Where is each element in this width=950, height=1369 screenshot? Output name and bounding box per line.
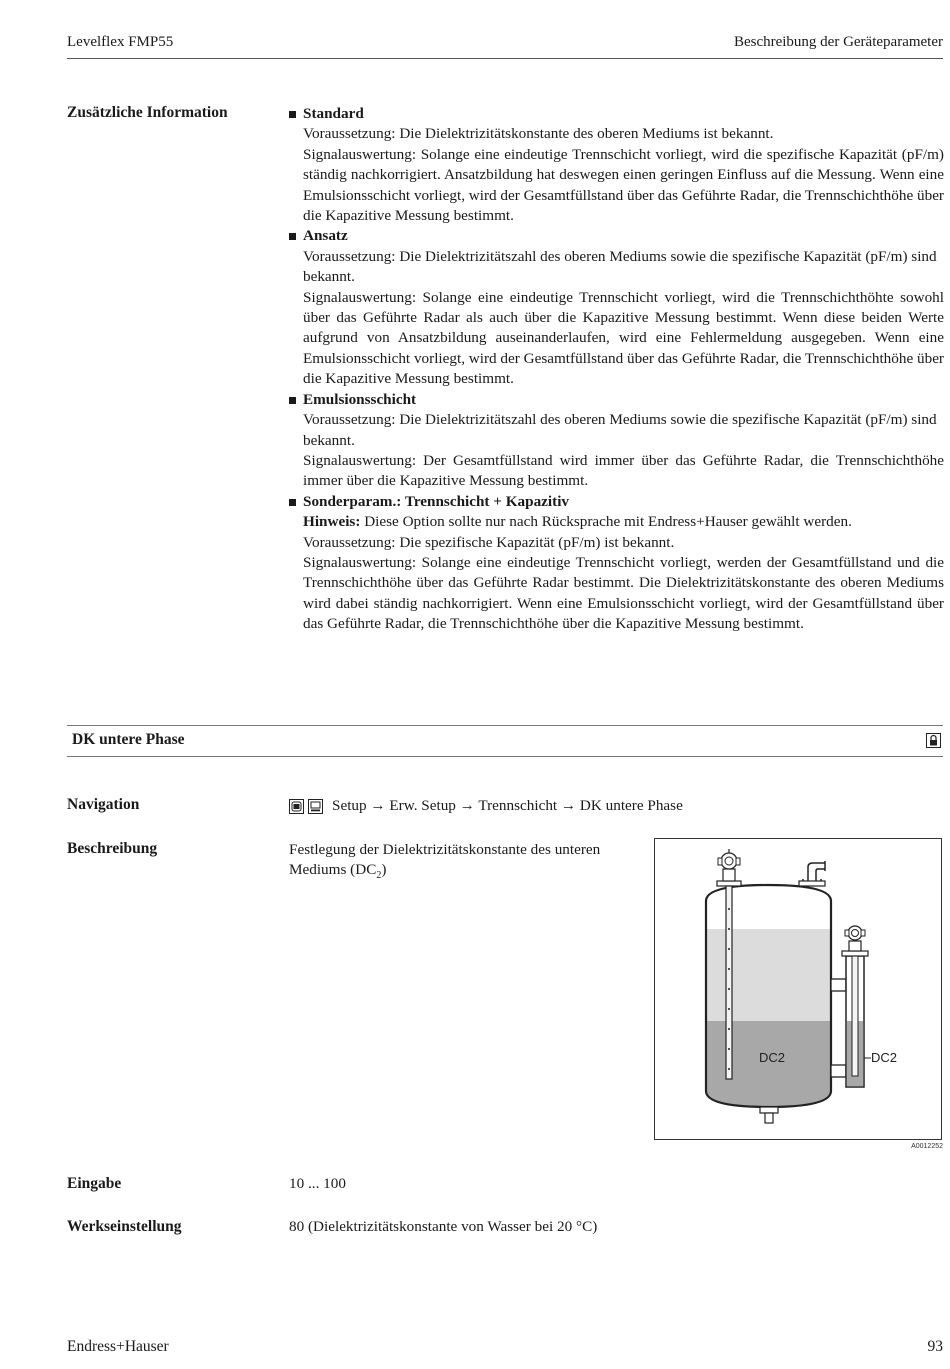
- label-description: Beschreibung: [67, 840, 158, 857]
- navigation-path-row: [289, 797, 683, 815]
- hint-label: Hinweis:: [303, 513, 361, 531]
- option-standard: [289, 104, 944, 226]
- header-chapter: Beschreibung der Geräteparameter: [733, 34, 943, 50]
- factory-setting-value: 80 (Dielektrizitätskonstante von Wasser bei 20 °C): [289, 1218, 598, 1235]
- label-factory-setting: Werkseinstellung: [67, 1218, 182, 1235]
- section-rule-top: [67, 725, 943, 726]
- description-subscript: 2: [376, 870, 382, 882]
- option-title: Ansatz: [303, 227, 348, 245]
- option-evaluation: Signalauswertung: Solange eine eindeutige Trennschicht vorliegt, wird die spezifische Kapazität (pF/m) ständig nachkorrigiert. Ansatzbildung hat deswegen einen geringen Einfluss auf die Messung. Wenn eine Emulsionsschicht vorliegt, wird der Gesamtfüllstand über das Geführte Radar, die Trennschichthöhe über die Kapazitive Messung bestimmt.: [303, 145, 944, 225]
- footer-company: Endress+Hauser: [67, 1338, 169, 1355]
- option-hint: [303, 512, 944, 532]
- navigation-path: Setup → Erw. Setup → Trennschicht → DK untere Phase: [332, 797, 683, 814]
- bullet-icon: [289, 233, 296, 240]
- label-additional-info: Zusätzliche Information: [67, 104, 228, 121]
- option-evaluation: Signalauswertung: Solange eine eindeutige Trennschicht vorliegt, werden der Gesamtfüllstand und die Trennschichthöhe über das Geführte Radar bestimmt. Die Dielektrizitätskonstante des oberen Mediums wird dabei ständig nachkorrigiert. Wenn eine Emulsionsschicht vorliegt, wird der Gesamtfüllstand über das Geführte Radar, die Trennschichthöhe über die Kapazitive Messung bestimmt.: [303, 553, 944, 633]
- option-prerequisite: Voraussetzung: Die spezifische Kapazität (pF/m) ist bekannt.: [303, 533, 675, 551]
- label-input: Eingabe: [67, 1175, 122, 1192]
- option-emulsion: [289, 390, 944, 492]
- figure-code: A0012252: [911, 1143, 943, 1150]
- label-dc2-tank: DC2: [759, 1050, 786, 1065]
- tank-figure: [654, 838, 942, 1140]
- hint-text: Diese Option sollte nur nach Rücksprache mit Endress+Hauser gewählt werden.: [360, 513, 852, 531]
- option-prerequisite: Voraussetzung: Die Dielektrizitätskonstante des oberen Mediums ist bekannt.: [303, 125, 774, 143]
- display-menu-icon: [308, 799, 323, 814]
- page-number: 93: [927, 1338, 943, 1355]
- option-special: [289, 492, 944, 635]
- option-prerequisite: Voraussetzung: Die Dielektrizitätszahl des oberen Mediums sowie die spezifische Kapazität (pF/m) sind bekannt.: [303, 247, 937, 286]
- description-main: Festlegung der Dielektrizitätskonstante des unteren Mediums (DC: [289, 841, 601, 879]
- label-navigation: Navigation: [67, 796, 140, 813]
- description-text: [289, 840, 639, 887]
- bullet-icon: [289, 111, 296, 118]
- header-product: Levelflex FMP55: [67, 34, 174, 50]
- tank-illustration: [655, 839, 941, 1139]
- option-ansatz: [289, 226, 944, 389]
- input-range: 10 ... 100: [289, 1175, 346, 1192]
- option-evaluation: Signalauswertung: Solange eine eindeutige Trennschicht vorliegt, wird die Trennschichthöhte sowohl über das Geführte Radar als auch über die Kapazitive Messung bestimmt. Wenn diese beiden Werte aufgrund von Ansatzbildung auseinanderlaufen, wird eine Fehlermeldung ausgegeben. Wenn eine Emulsionsschicht vorliegt, wird der Gesamtfüllstand über das Geführte Radar, die Trennschichthöhe über die Kapazitive Messung bestimmt.: [303, 288, 944, 388]
- header-divider: [67, 58, 943, 59]
- option-title: Sonderparam.: Trennschicht + Kapazitiv: [303, 492, 570, 510]
- section-rule-bottom: [67, 756, 943, 757]
- option-prerequisite: Voraussetzung: Die Dielektrizitätszahl des oberen Mediums sowie die spezifische Kapazität (pF/m) sind bekannt.: [303, 411, 937, 449]
- upper-phase-fill: [706, 929, 831, 1021]
- label-dc2-bypass: DC2: [871, 1050, 898, 1065]
- bullet-icon: [289, 499, 296, 506]
- option-title: Standard: [303, 105, 364, 122]
- option-evaluation: Signalauswertung: Der Gesamtfüllstand wird immer über das Geführte Radar, die Trennschichthöhe immer über die Kapazitive Messung bestimmt.: [303, 451, 944, 490]
- bullet-icon: [289, 397, 296, 404]
- operating-menu-icon: [289, 799, 304, 814]
- option-title: Emulsionsschicht: [303, 390, 417, 408]
- section-title: DK untere Phase: [72, 731, 185, 748]
- description-end: ): [381, 861, 387, 879]
- options-list: [289, 104, 944, 635]
- lock-icon: [926, 733, 941, 748]
